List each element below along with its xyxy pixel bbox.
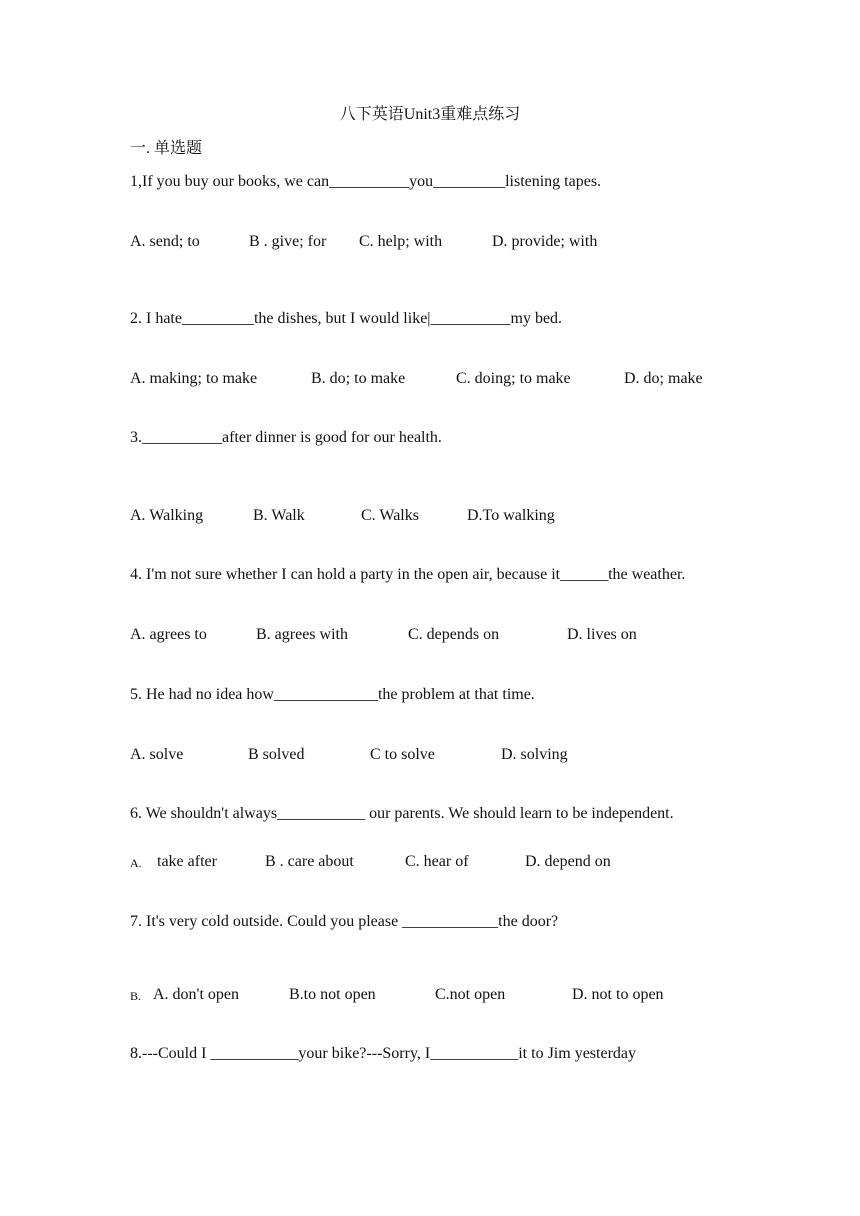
- question-4-option-a: A. agrees to: [130, 626, 207, 643]
- question-7-option-b: B.to not open: [289, 986, 376, 1003]
- question-7-text: 7. It's very cold outside. Could you please ____________the door?: [130, 913, 559, 930]
- question-7-option-c: C.not open: [435, 986, 506, 1003]
- question-3-option-c: C. Walks: [361, 507, 419, 524]
- question-2-option-c: C. doing; to make: [456, 370, 571, 387]
- question-2-option-d: D. do; make: [624, 370, 703, 387]
- question-7-option-d: D. not to open: [572, 986, 664, 1003]
- question-5-text: 5. He had no idea how_____________the problem at that time.: [130, 686, 535, 703]
- question-6-option-a: take after: [157, 853, 217, 870]
- question-1-option-d: D. provide; with: [492, 233, 598, 250]
- question-2-text: 2. I hate_________the dishes, but I would like|__________my bed.: [130, 310, 563, 327]
- page-title: 八下英语Unit3重难点练习: [339, 106, 521, 123]
- question-5-option-b: B solved: [248, 746, 305, 763]
- question-1-option-a: A. send; to: [130, 233, 200, 250]
- question-4-option-b: B. agrees with: [256, 626, 348, 643]
- question-5-option-a: A. solve: [130, 746, 184, 763]
- question-3-option-a: A. Walking: [130, 507, 204, 524]
- question-2-option-b: B. do; to make: [311, 370, 406, 387]
- question-5-option-d: D. solving: [501, 746, 568, 763]
- question-3-text: 3.__________after dinner is good for our health.: [130, 429, 442, 446]
- question-1-option-b: B . give; for: [249, 233, 327, 250]
- question-8-text: 8.---Could I ___________your bike?---Sorry, I___________it to Jim yesterday: [130, 1045, 636, 1062]
- question-6-option-c: C. hear of: [405, 853, 469, 870]
- question-5-option-c: C to solve: [370, 746, 435, 763]
- question-4-option-d: D. lives on: [567, 626, 637, 643]
- question-7-options-prefix: B.: [130, 989, 142, 1003]
- section-heading: 一. 单选题: [130, 140, 203, 157]
- question-4-text: 4. I'm not sure whether I can hold a party in the open air, because it______the weather.: [130, 566, 686, 583]
- question-4-option-c: C. depends on: [408, 626, 500, 643]
- question-6-option-d: D. depend on: [525, 853, 611, 870]
- question-3-option-d: D.To walking: [467, 507, 555, 524]
- question-7-option-a: A. don't open: [153, 986, 239, 1003]
- question-6-options-prefix: A.: [130, 856, 142, 870]
- question-1-option-c: C. help; with: [359, 233, 443, 250]
- question-6-text: 6. We shouldn't always___________ our parents. We should learn to be independent.: [130, 805, 674, 822]
- question-6-option-b: B . care about: [265, 853, 354, 870]
- question-1-text: 1,If you buy our books, we can__________you_________listening tapes.: [130, 173, 602, 190]
- question-2-option-a: A. making; to make: [130, 370, 258, 387]
- question-3-option-b: B. Walk: [253, 507, 305, 524]
